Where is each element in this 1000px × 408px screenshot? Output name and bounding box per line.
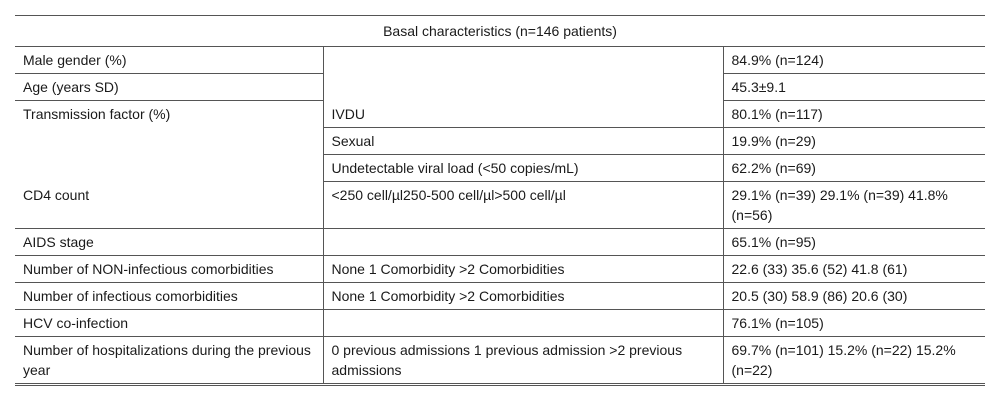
table-row: [15, 256, 985, 283]
table-row: [15, 101, 985, 128]
row-value: 65.1% (n=95): [723, 229, 985, 256]
table-caption: Basal characteristics (n=146 patients): [15, 16, 985, 47]
row-value: 20.5 (30) 58.9 (86) 20.6 (30): [723, 283, 985, 310]
row-label: AIDS stage: [15, 229, 323, 256]
row-label: Transmission factor (%): [23, 106, 171, 122]
row-subcategory: 0 previous admissions 1 previous admission >2 previous admissions: [323, 337, 723, 385]
row-value: 29.1% (n=39) 29.1% (n=39) 41.8% (n=56): [723, 182, 985, 229]
row-label: CD4 count: [15, 182, 323, 229]
row-subcategory-empty: [323, 229, 723, 256]
row-subcategory: IVDU: [323, 101, 723, 128]
row-subcategory: <250 cell/µl250-500 cell/µl>500 cell/µl: [323, 182, 723, 229]
basal-characteristics-table: [15, 15, 985, 386]
row-value: 45.3±9.1: [723, 74, 985, 101]
row-subcategory: Undetectable viral load (<50 copies/mL): [323, 155, 723, 182]
row-value: 22.6 (33) 35.6 (52) 41.8 (61): [723, 256, 985, 283]
table-row: [15, 310, 985, 337]
row-value: 84.9% (n=124): [723, 47, 985, 74]
table-caption-row: [15, 16, 985, 47]
row-value: 62.2% (n=69): [723, 155, 985, 182]
table-row: [15, 229, 985, 256]
table-row: [15, 283, 985, 310]
row-subcategory: None 1 Comorbidity >2 Comorbidities: [323, 256, 723, 283]
row-subcategory: None 1 Comorbidity >2 Comorbidities: [323, 283, 723, 310]
row-label: Number of NON-infectious comorbidities: [15, 256, 323, 283]
row-subcategory-empty: [323, 310, 723, 337]
row-value: 19.9% (n=29): [723, 128, 985, 155]
row-label: Number of infectious comorbidities: [15, 283, 323, 310]
table-row: [15, 337, 985, 385]
basal-characteristics-table-container: [15, 15, 985, 386]
table-row: [15, 182, 985, 229]
table-row: [15, 47, 985, 74]
row-subcategory: Sexual: [323, 128, 723, 155]
row-label: Age (years SD): [15, 74, 323, 101]
row-value: 80.1% (n=117): [723, 101, 985, 128]
row-value: 69.7% (n=101) 15.2% (n=22) 15.2% (n=22): [723, 337, 985, 385]
row-label: Male gender (%): [15, 47, 323, 74]
row-label: Number of hospitalizations during the previous year: [15, 337, 323, 385]
row-value: 76.1% (n=105): [723, 310, 985, 337]
row-label: HCV co-infection: [15, 310, 323, 337]
row-subcategory-empty: [323, 47, 723, 101]
